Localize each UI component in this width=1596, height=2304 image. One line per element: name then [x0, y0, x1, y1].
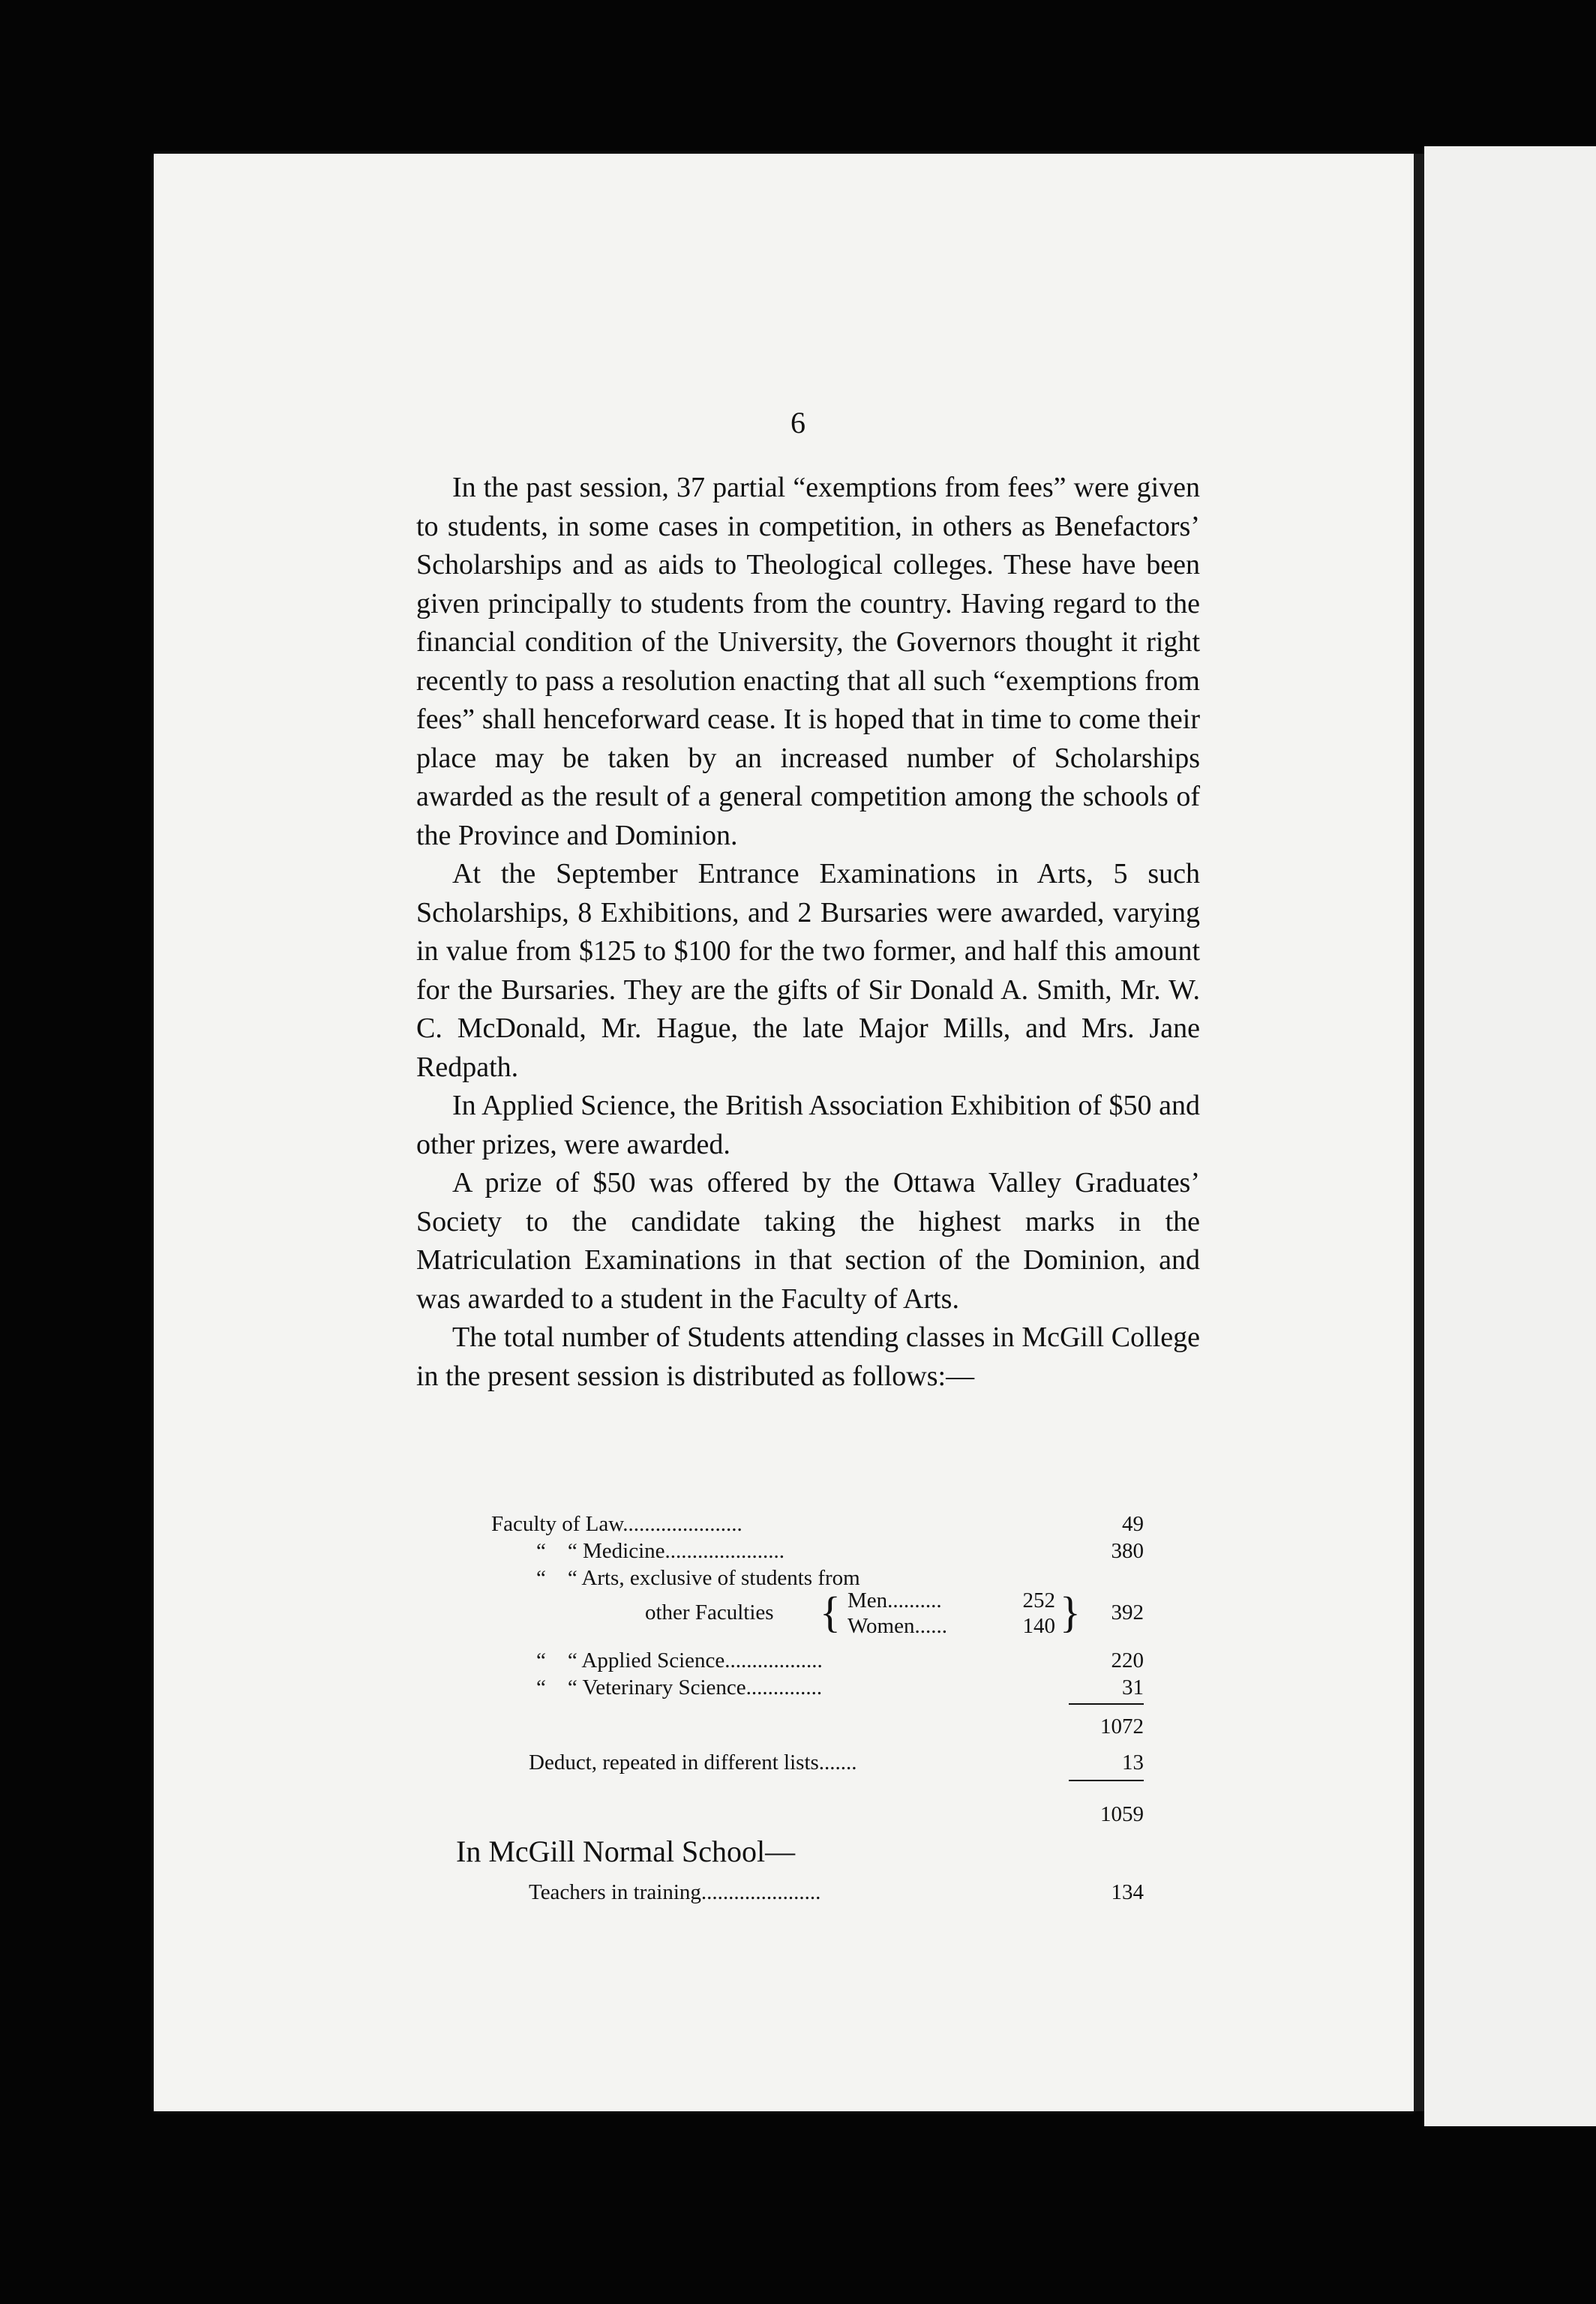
table-row — [491, 1802, 1144, 1827]
paragraph-applied-science: In Applied Science, the British Association Exhibition of $50 and other prizes, were awarded. — [416, 1090, 1200, 1160]
table-row — [491, 1648, 1144, 1673]
brace-left: { — [820, 1588, 841, 1636]
row-label: Men.......... — [848, 1588, 942, 1612]
row-value: 13 — [1122, 1750, 1144, 1774]
row-value: 134 — [1111, 1880, 1144, 1904]
row-label: Teachers in training...................... — [529, 1880, 821, 1904]
sum-rule — [1069, 1780, 1144, 1781]
right-page — [1424, 146, 1596, 2126]
paragraph-scholarships: At the September Entrance Examinations in Arts, 5 such Scholarships, 8 Exhibitions, and 2 Bursaries were awarded, varying in value from $125 to $100 for the two former, and half this amount for the Bursaries. They are the gifts of Sir Donald A. Smith, Mr. W. C. McDonald, Mr. Hague, the late Major Mills, and Mrs. Jane Redpath. — [416, 858, 1200, 1083]
paragraph-student-count: The total number of Students attending classes in McGill College in the present session is distributed as follows:— — [416, 1322, 1200, 1392]
subtotal-value: 1072 — [1100, 1714, 1144, 1738]
brace-right: } — [1060, 1588, 1081, 1636]
table-row — [491, 1538, 1144, 1564]
table-row — [491, 1565, 1144, 1591]
row-label: Deduct, repeated in different lists....... — [529, 1750, 857, 1774]
page-number: 6 — [790, 406, 806, 440]
row-value: 49 — [1122, 1512, 1144, 1536]
row-label: “ “ Veterinary Science.............. — [536, 1676, 823, 1700]
row-label: Women...... — [848, 1614, 947, 1638]
table-row — [491, 1675, 1144, 1700]
paragraph-exemptions: In the past session, 37 partial “exemptions from fees” were given to students, in some cases in competition, in others as Benefactors’ Scholarships and as aids to Theological colleges. These have been given principally to students from the country. Having regard to the financial condition of the University, the Governors thought it right recently to pass a resolution enacting that all such “exemptions from fees” shall henceforward cease. It is hoped that in time to come their place may be taken by an increased number of Scholarships awarded as the result of a general competition among the schools of the Province and Dominion. — [416, 472, 1200, 851]
table-row — [491, 1750, 1144, 1775]
row-value: 392 — [1111, 1600, 1144, 1624]
table-row — [491, 1600, 1144, 1625]
row-value: 220 — [1111, 1648, 1144, 1672]
row-label: “ “ Arts, exclusive of students from — [536, 1566, 860, 1590]
row-value: 31 — [1122, 1676, 1144, 1700]
row-value: 380 — [1111, 1539, 1144, 1563]
row-label: “ “ Applied Science.................. — [536, 1648, 823, 1672]
normal-school-heading: In McGill Normal School— — [456, 1834, 796, 1868]
body-text — [416, 469, 1200, 1396]
table-row — [491, 1511, 1144, 1537]
sum-rule — [1069, 1703, 1144, 1705]
row-label: “ “ Medicine...................... — [536, 1539, 785, 1563]
row-label: other Faculties — [645, 1600, 774, 1624]
row-label: Faculty of Law...................... — [491, 1512, 742, 1536]
table-row — [491, 1880, 1144, 1905]
row-value: 140 — [1022, 1614, 1055, 1638]
total-value: 1059 — [1100, 1802, 1144, 1826]
row-value: 252 — [1022, 1588, 1055, 1612]
table-row — [491, 1714, 1144, 1739]
paragraph-ottawa-prize: A prize of $50 was offered by the Ottawa Valley Graduates’ Society to the candidate taking the highest marks in the Matriculation Examinations in that section of the Dominion, and was awarded to a student in the Faculty of Arts. — [416, 1167, 1200, 1315]
page-gutter — [1414, 154, 1424, 2111]
